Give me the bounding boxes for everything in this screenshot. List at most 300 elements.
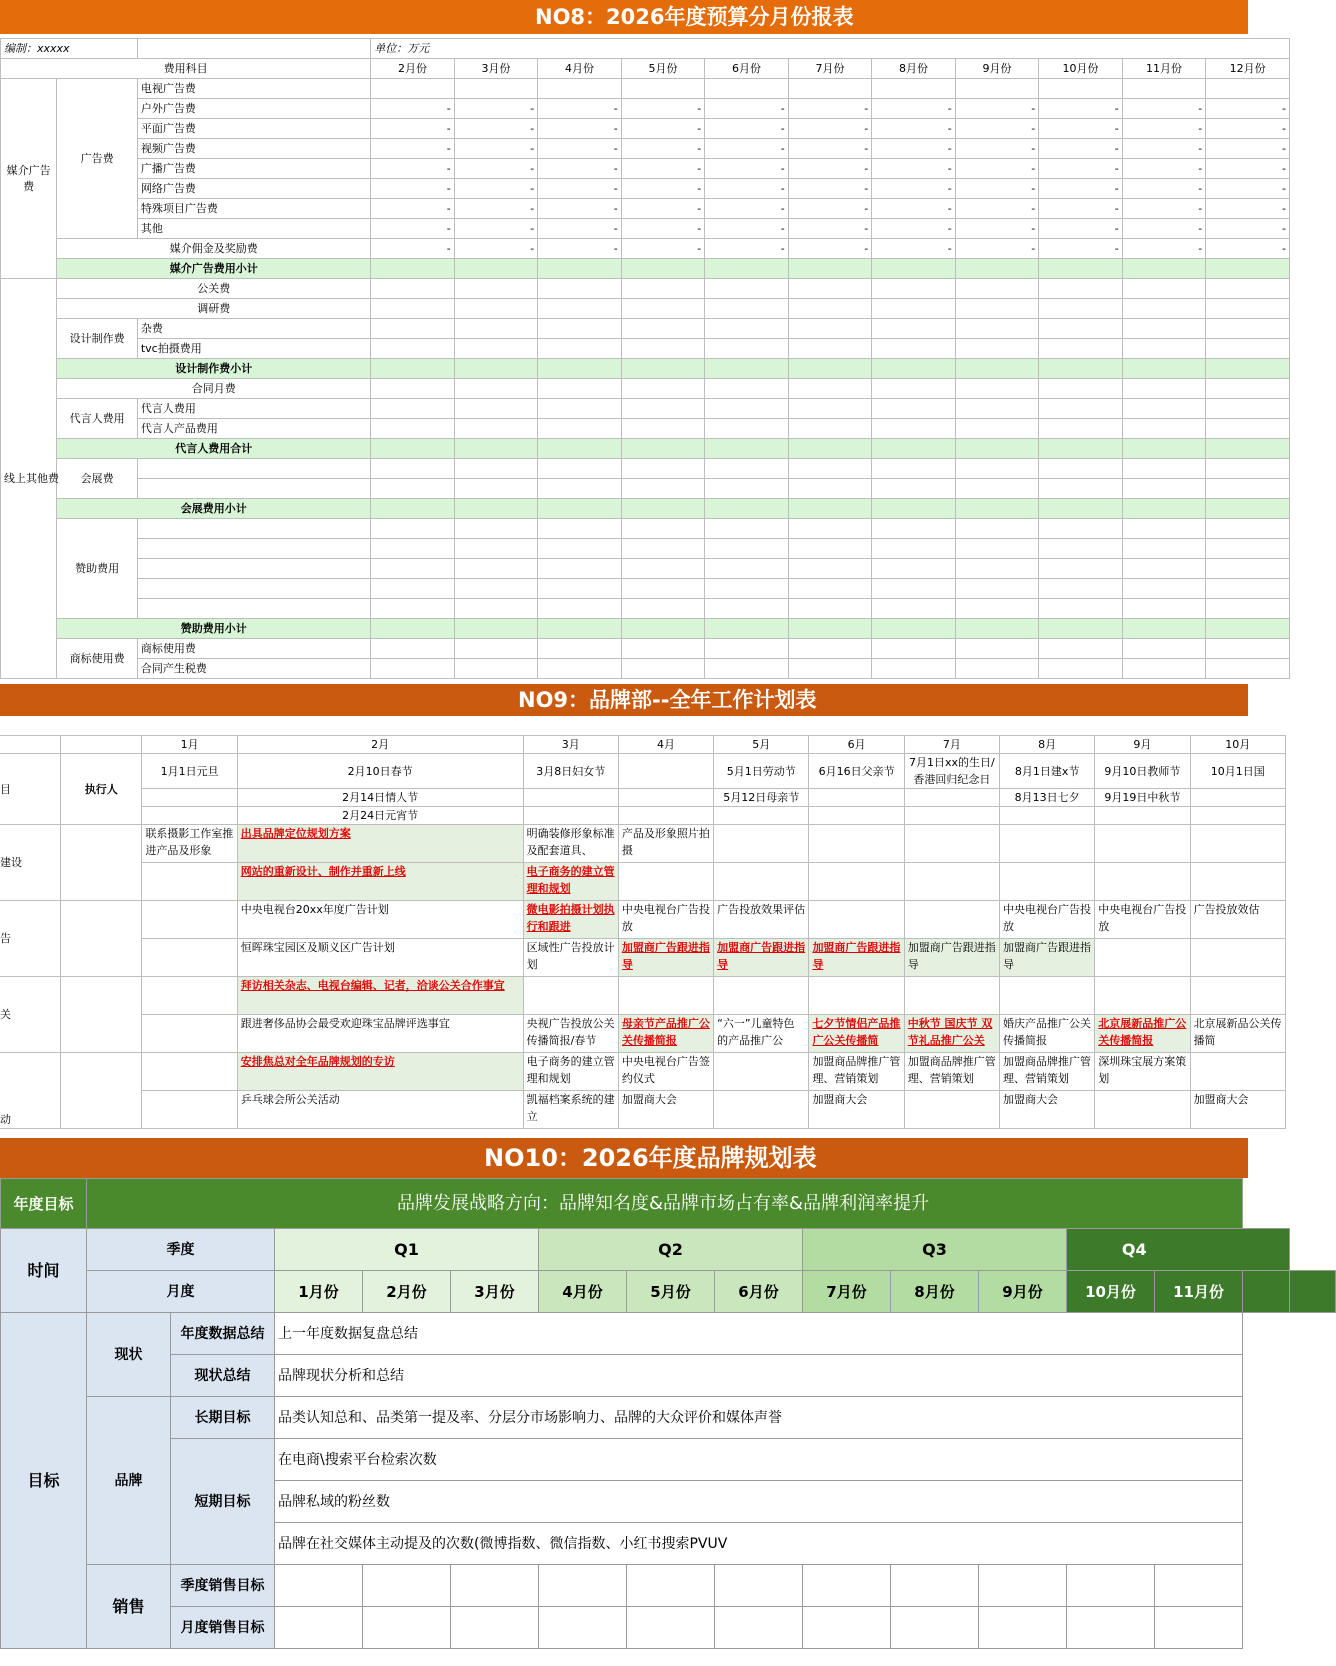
budget-cell[interactable]: [371, 439, 455, 459]
budget-cell[interactable]: [1206, 319, 1290, 339]
budget-cell[interactable]: [371, 299, 455, 319]
budget-cell[interactable]: [788, 539, 872, 559]
budget-cell[interactable]: [454, 299, 538, 319]
budget-cell[interactable]: [955, 599, 1039, 619]
budget-cell[interactable]: [1122, 419, 1206, 439]
budget-cell[interactable]: [872, 379, 956, 399]
budget-cell[interactable]: [1206, 339, 1290, 359]
budget-cell[interactable]: [872, 659, 956, 679]
budget-cell[interactable]: [1206, 279, 1290, 299]
budget-cell[interactable]: [538, 479, 622, 499]
budget-cell[interactable]: [788, 639, 872, 659]
budget-cell[interactable]: -: [788, 219, 872, 239]
budget-cell[interactable]: [454, 639, 538, 659]
budget-cell[interactable]: [1206, 259, 1290, 279]
budget-cell[interactable]: [1122, 299, 1206, 319]
budget-cell[interactable]: -: [1122, 139, 1206, 159]
budget-cell[interactable]: [454, 499, 538, 519]
budget-cell[interactable]: -: [538, 199, 622, 219]
budget-cell[interactable]: [538, 279, 622, 299]
budget-cell[interactable]: [1206, 459, 1290, 479]
budget-cell[interactable]: [788, 319, 872, 339]
budget-cell[interactable]: -: [1122, 239, 1206, 259]
budget-cell[interactable]: [705, 359, 789, 379]
budget-cell[interactable]: [621, 259, 705, 279]
budget-cell[interactable]: [788, 279, 872, 299]
budget-cell[interactable]: -: [371, 99, 455, 119]
budget-cell[interactable]: [1206, 359, 1290, 379]
budget-cell[interactable]: [371, 499, 455, 519]
budget-cell[interactable]: [371, 519, 455, 539]
budget-cell[interactable]: [1122, 599, 1206, 619]
budget-cell[interactable]: -: [454, 179, 538, 199]
budget-cell[interactable]: [705, 499, 789, 519]
budget-cell[interactable]: [1039, 79, 1123, 99]
budget-cell[interactable]: [788, 499, 872, 519]
budget-cell[interactable]: [621, 639, 705, 659]
budget-cell[interactable]: [955, 519, 1039, 539]
budget-cell[interactable]: -: [788, 199, 872, 219]
budget-cell[interactable]: [454, 319, 538, 339]
budget-cell[interactable]: [454, 579, 538, 599]
budget-cell[interactable]: [955, 459, 1039, 479]
budget-cell[interactable]: [454, 559, 538, 579]
budget-cell[interactable]: [705, 459, 789, 479]
budget-cell[interactable]: [621, 439, 705, 459]
budget-cell[interactable]: -: [955, 119, 1039, 139]
budget-cell[interactable]: -: [538, 99, 622, 119]
budget-cell[interactable]: -: [371, 139, 455, 159]
budget-cell[interactable]: -: [955, 199, 1039, 219]
budget-cell[interactable]: [788, 259, 872, 279]
budget-cell[interactable]: [1039, 359, 1123, 379]
budget-cell[interactable]: -: [1039, 119, 1123, 139]
budget-cell[interactable]: [788, 299, 872, 319]
budget-cell[interactable]: [872, 619, 956, 639]
budget-cell[interactable]: [538, 619, 622, 639]
budget-cell[interactable]: [1039, 519, 1123, 539]
budget-cell[interactable]: [538, 339, 622, 359]
budget-cell[interactable]: [705, 619, 789, 639]
budget-cell[interactable]: [788, 439, 872, 459]
budget-cell[interactable]: -: [788, 119, 872, 139]
budget-cell[interactable]: [621, 79, 705, 99]
budget-cell[interactable]: -: [1039, 179, 1123, 199]
budget-cell[interactable]: -: [371, 199, 455, 219]
budget-cell[interactable]: [454, 479, 538, 499]
budget-cell[interactable]: [538, 459, 622, 479]
budget-cell[interactable]: -: [1122, 199, 1206, 219]
budget-cell[interactable]: [1206, 479, 1290, 499]
budget-cell[interactable]: [1122, 439, 1206, 459]
budget-cell[interactable]: [454, 439, 538, 459]
budget-cell[interactable]: [872, 479, 956, 499]
budget-cell[interactable]: [955, 559, 1039, 579]
budget-cell[interactable]: -: [788, 99, 872, 119]
budget-cell[interactable]: [788, 79, 872, 99]
budget-cell[interactable]: [955, 279, 1039, 299]
budget-cell[interactable]: [538, 399, 622, 419]
budget-cell[interactable]: -: [621, 119, 705, 139]
budget-cell[interactable]: [371, 639, 455, 659]
budget-cell[interactable]: [621, 499, 705, 519]
budget-cell[interactable]: [1122, 619, 1206, 639]
budget-cell[interactable]: [1206, 79, 1290, 99]
budget-cell[interactable]: [872, 79, 956, 99]
budget-cell[interactable]: [872, 539, 956, 559]
budget-cell[interactable]: -: [1206, 159, 1290, 179]
budget-cell[interactable]: -: [454, 139, 538, 159]
budget-cell[interactable]: [454, 519, 538, 539]
budget-cell[interactable]: [538, 259, 622, 279]
budget-cell[interactable]: [955, 79, 1039, 99]
budget-cell[interactable]: [371, 599, 455, 619]
budget-cell[interactable]: [454, 379, 538, 399]
budget-cell[interactable]: [1039, 599, 1123, 619]
budget-cell[interactable]: [1039, 459, 1123, 479]
budget-cell[interactable]: [621, 419, 705, 439]
budget-cell[interactable]: [872, 259, 956, 279]
budget-cell[interactable]: -: [454, 119, 538, 139]
budget-cell[interactable]: -: [371, 219, 455, 239]
budget-cell[interactable]: [1206, 639, 1290, 659]
budget-cell[interactable]: -: [1122, 219, 1206, 239]
budget-cell[interactable]: [1039, 299, 1123, 319]
budget-cell[interactable]: [705, 379, 789, 399]
budget-cell[interactable]: -: [371, 239, 455, 259]
budget-cell[interactable]: [621, 399, 705, 419]
budget-cell[interactable]: -: [1039, 239, 1123, 259]
budget-cell[interactable]: [1122, 539, 1206, 559]
budget-cell[interactable]: [788, 459, 872, 479]
budget-cell[interactable]: [1206, 439, 1290, 459]
budget-cell[interactable]: [788, 479, 872, 499]
budget-cell[interactable]: [1206, 519, 1290, 539]
budget-cell[interactable]: [454, 619, 538, 639]
budget-cell[interactable]: -: [538, 179, 622, 199]
budget-cell[interactable]: -: [454, 159, 538, 179]
budget-cell[interactable]: -: [621, 159, 705, 179]
budget-cell[interactable]: -: [705, 179, 789, 199]
budget-cell[interactable]: [788, 379, 872, 399]
budget-cell[interactable]: -: [1122, 179, 1206, 199]
budget-cell[interactable]: -: [538, 159, 622, 179]
budget-cell[interactable]: -: [454, 219, 538, 239]
budget-cell[interactable]: [955, 579, 1039, 599]
budget-cell[interactable]: -: [1039, 219, 1123, 239]
budget-cell[interactable]: -: [872, 119, 956, 139]
budget-cell[interactable]: [1122, 559, 1206, 579]
budget-cell[interactable]: [454, 259, 538, 279]
budget-cell[interactable]: [454, 539, 538, 559]
budget-cell[interactable]: [872, 299, 956, 319]
budget-cell[interactable]: [705, 539, 789, 559]
budget-cell[interactable]: -: [705, 159, 789, 179]
budget-cell[interactable]: -: [788, 179, 872, 199]
budget-cell[interactable]: [371, 479, 455, 499]
budget-cell[interactable]: [371, 79, 455, 99]
budget-cell[interactable]: -: [872, 179, 956, 199]
budget-cell[interactable]: -: [1122, 99, 1206, 119]
budget-cell[interactable]: [955, 379, 1039, 399]
budget-cell[interactable]: [872, 439, 956, 459]
budget-cell[interactable]: [955, 359, 1039, 379]
budget-cell[interactable]: [371, 579, 455, 599]
budget-cell[interactable]: [955, 259, 1039, 279]
budget-cell[interactable]: [705, 439, 789, 459]
budget-cell[interactable]: [872, 419, 956, 439]
budget-cell[interactable]: -: [705, 219, 789, 239]
budget-cell[interactable]: -: [621, 219, 705, 239]
budget-cell[interactable]: [538, 299, 622, 319]
budget-cell[interactable]: [371, 379, 455, 399]
budget-cell[interactable]: [454, 279, 538, 299]
budget-cell[interactable]: [538, 379, 622, 399]
budget-cell[interactable]: [1039, 659, 1123, 679]
budget-cell[interactable]: [454, 79, 538, 99]
budget-cell[interactable]: -: [538, 119, 622, 139]
budget-cell[interactable]: [705, 79, 789, 99]
budget-cell[interactable]: -: [705, 199, 789, 219]
budget-cell[interactable]: [1122, 519, 1206, 539]
budget-cell[interactable]: [872, 339, 956, 359]
budget-cell[interactable]: -: [1206, 99, 1290, 119]
budget-cell[interactable]: [621, 659, 705, 679]
budget-cell[interactable]: [1122, 579, 1206, 599]
budget-cell[interactable]: [788, 619, 872, 639]
budget-cell[interactable]: -: [705, 119, 789, 139]
budget-cell[interactable]: [955, 399, 1039, 419]
budget-cell[interactable]: [788, 519, 872, 539]
budget-cell[interactable]: [454, 599, 538, 619]
budget-cell[interactable]: [1039, 339, 1123, 359]
budget-cell[interactable]: [1039, 619, 1123, 639]
budget-cell[interactable]: -: [788, 159, 872, 179]
budget-cell[interactable]: -: [955, 239, 1039, 259]
budget-cell[interactable]: -: [538, 219, 622, 239]
budget-cell[interactable]: [454, 359, 538, 379]
budget-cell[interactable]: -: [705, 99, 789, 119]
budget-cell[interactable]: [705, 519, 789, 539]
budget-cell[interactable]: [538, 79, 622, 99]
budget-cell[interactable]: -: [454, 99, 538, 119]
budget-cell[interactable]: [371, 399, 455, 419]
budget-cell[interactable]: [872, 639, 956, 659]
budget-cell[interactable]: -: [1206, 119, 1290, 139]
budget-cell[interactable]: [621, 279, 705, 299]
budget-cell[interactable]: -: [621, 99, 705, 119]
budget-cell[interactable]: [955, 319, 1039, 339]
budget-cell[interactable]: -: [788, 239, 872, 259]
budget-cell[interactable]: [1206, 299, 1290, 319]
budget-cell[interactable]: -: [955, 139, 1039, 159]
budget-cell[interactable]: [1122, 279, 1206, 299]
budget-cell[interactable]: [621, 299, 705, 319]
budget-cell[interactable]: -: [538, 139, 622, 159]
budget-cell[interactable]: -: [454, 199, 538, 219]
budget-cell[interactable]: [955, 339, 1039, 359]
budget-cell[interactable]: -: [1039, 199, 1123, 219]
budget-cell[interactable]: -: [371, 179, 455, 199]
budget-cell[interactable]: -: [1206, 219, 1290, 239]
budget-cell[interactable]: [371, 559, 455, 579]
budget-cell[interactable]: [621, 539, 705, 559]
budget-cell[interactable]: -: [1039, 139, 1123, 159]
budget-cell[interactable]: [955, 639, 1039, 659]
budget-cell[interactable]: -: [955, 99, 1039, 119]
budget-cell[interactable]: [1206, 539, 1290, 559]
budget-cell[interactable]: [788, 579, 872, 599]
budget-cell[interactable]: [788, 359, 872, 379]
budget-cell[interactable]: [705, 299, 789, 319]
budget-cell[interactable]: [1039, 259, 1123, 279]
budget-cell[interactable]: [705, 339, 789, 359]
budget-cell[interactable]: [872, 579, 956, 599]
budget-cell[interactable]: [538, 639, 622, 659]
budget-cell[interactable]: [872, 599, 956, 619]
budget-cell[interactable]: -: [454, 239, 538, 259]
budget-cell[interactable]: [1039, 419, 1123, 439]
budget-cell[interactable]: [371, 359, 455, 379]
budget-cell[interactable]: [1122, 319, 1206, 339]
budget-cell[interactable]: [621, 339, 705, 359]
budget-cell[interactable]: [538, 359, 622, 379]
budget-cell[interactable]: [538, 539, 622, 559]
budget-cell[interactable]: -: [538, 239, 622, 259]
budget-cell[interactable]: [1039, 499, 1123, 519]
budget-cell[interactable]: [538, 599, 622, 619]
budget-cell[interactable]: -: [621, 179, 705, 199]
budget-cell[interactable]: -: [955, 159, 1039, 179]
budget-cell[interactable]: [788, 339, 872, 359]
budget-cell[interactable]: [1039, 439, 1123, 459]
budget-cell[interactable]: [371, 619, 455, 639]
budget-cell[interactable]: [1122, 399, 1206, 419]
budget-cell[interactable]: [1206, 599, 1290, 619]
budget-cell[interactable]: [454, 459, 538, 479]
budget-cell[interactable]: [705, 599, 789, 619]
budget-cell[interactable]: -: [705, 239, 789, 259]
budget-cell[interactable]: [1122, 339, 1206, 359]
budget-cell[interactable]: -: [1039, 99, 1123, 119]
budget-cell[interactable]: [1206, 379, 1290, 399]
budget-cell[interactable]: [788, 419, 872, 439]
budget-cell[interactable]: -: [371, 119, 455, 139]
budget-cell[interactable]: [705, 659, 789, 679]
budget-cell[interactable]: [371, 419, 455, 439]
budget-cell[interactable]: [1039, 579, 1123, 599]
budget-cell[interactable]: [872, 519, 956, 539]
budget-cell[interactable]: [1039, 379, 1123, 399]
budget-cell[interactable]: [538, 519, 622, 539]
budget-cell[interactable]: [371, 459, 455, 479]
budget-cell[interactable]: [371, 339, 455, 359]
budget-cell[interactable]: -: [955, 219, 1039, 239]
budget-cell[interactable]: [1206, 659, 1290, 679]
budget-cell[interactable]: -: [705, 139, 789, 159]
budget-cell[interactable]: [538, 499, 622, 519]
budget-cell[interactable]: -: [955, 179, 1039, 199]
budget-cell[interactable]: [872, 279, 956, 299]
budget-cell[interactable]: [1122, 659, 1206, 679]
budget-cell[interactable]: [371, 259, 455, 279]
budget-cell[interactable]: [1039, 479, 1123, 499]
budget-cell[interactable]: -: [872, 239, 956, 259]
budget-cell[interactable]: [1122, 79, 1206, 99]
budget-cell[interactable]: -: [872, 159, 956, 179]
budget-cell[interactable]: [955, 299, 1039, 319]
budget-cell[interactable]: [1122, 639, 1206, 659]
budget-cell[interactable]: [454, 419, 538, 439]
budget-cell[interactable]: -: [872, 99, 956, 119]
budget-cell[interactable]: [705, 559, 789, 579]
budget-cell[interactable]: [1206, 419, 1290, 439]
budget-cell[interactable]: -: [1206, 139, 1290, 159]
budget-cell[interactable]: [621, 319, 705, 339]
budget-cell[interactable]: -: [1039, 159, 1123, 179]
budget-cell[interactable]: [872, 559, 956, 579]
budget-cell[interactable]: -: [621, 199, 705, 219]
budget-cell[interactable]: [621, 579, 705, 599]
budget-cell[interactable]: [538, 659, 622, 679]
budget-cell[interactable]: [1122, 259, 1206, 279]
budget-cell[interactable]: [1122, 359, 1206, 379]
budget-cell[interactable]: [538, 419, 622, 439]
budget-cell[interactable]: [872, 359, 956, 379]
budget-cell[interactable]: -: [872, 199, 956, 219]
budget-cell[interactable]: -: [621, 139, 705, 159]
budget-cell[interactable]: [788, 659, 872, 679]
budget-cell[interactable]: [705, 399, 789, 419]
budget-cell[interactable]: [1206, 399, 1290, 419]
budget-cell[interactable]: [1206, 559, 1290, 579]
budget-cell[interactable]: [1206, 499, 1290, 519]
budget-cell[interactable]: [371, 659, 455, 679]
budget-cell[interactable]: [1039, 399, 1123, 419]
budget-cell[interactable]: [705, 319, 789, 339]
budget-cell[interactable]: [454, 399, 538, 419]
budget-cell[interactable]: [1122, 499, 1206, 519]
budget-cell[interactable]: -: [1122, 119, 1206, 139]
budget-cell[interactable]: [454, 339, 538, 359]
budget-cell[interactable]: [621, 559, 705, 579]
budget-cell[interactable]: [454, 659, 538, 679]
budget-cell[interactable]: -: [872, 219, 956, 239]
budget-cell[interactable]: [955, 419, 1039, 439]
budget-cell[interactable]: [538, 579, 622, 599]
budget-cell[interactable]: -: [1206, 199, 1290, 219]
budget-cell[interactable]: [1206, 619, 1290, 639]
budget-cell[interactable]: [705, 479, 789, 499]
budget-cell[interactable]: [621, 379, 705, 399]
budget-cell[interactable]: [371, 319, 455, 339]
budget-cell[interactable]: [705, 279, 789, 299]
budget-cell[interactable]: [621, 479, 705, 499]
budget-cell[interactable]: [788, 399, 872, 419]
budget-cell[interactable]: [621, 599, 705, 619]
budget-cell[interactable]: [955, 479, 1039, 499]
budget-cell[interactable]: -: [1206, 179, 1290, 199]
budget-cell[interactable]: [1122, 379, 1206, 399]
budget-cell[interactable]: -: [371, 159, 455, 179]
budget-cell[interactable]: [705, 419, 789, 439]
budget-cell[interactable]: [955, 499, 1039, 519]
budget-cell[interactable]: [955, 659, 1039, 679]
budget-cell[interactable]: [538, 319, 622, 339]
budget-cell[interactable]: [872, 459, 956, 479]
budget-cell[interactable]: [705, 639, 789, 659]
budget-cell[interactable]: [1039, 539, 1123, 559]
